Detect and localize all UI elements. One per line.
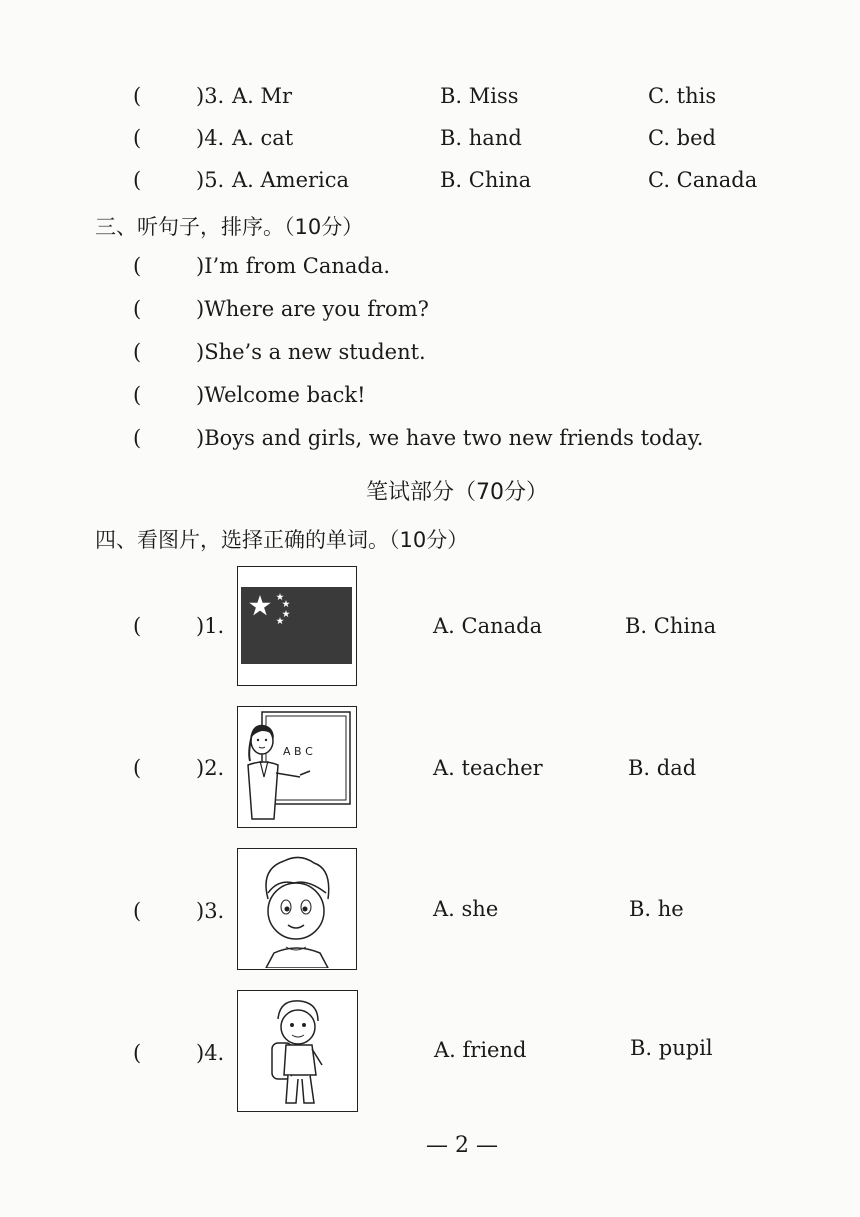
option-c: C. bed xyxy=(648,126,716,150)
china-flag-icon xyxy=(238,567,355,684)
option-c: C. Canada xyxy=(648,168,758,192)
option-a: A. America xyxy=(232,168,350,192)
item-number: )2. xyxy=(196,756,225,780)
option-b: B. Miss xyxy=(440,84,519,108)
sentence: )Welcome back! xyxy=(196,383,366,407)
sentence: )Boys and girls, we have two new friends today. xyxy=(196,426,704,450)
option-a: A. cat xyxy=(232,126,294,150)
pupil-with-backpack-icon xyxy=(238,991,356,1110)
section-3-title: 三、听句子，排序。（10分） xyxy=(95,215,364,239)
china-flag-picture xyxy=(237,566,357,686)
option-b: B. hand xyxy=(440,126,522,150)
answer-paren[interactable]: ( xyxy=(133,168,142,192)
teacher-at-board-icon xyxy=(238,707,355,826)
option-a: A. Mr xyxy=(232,84,293,108)
section-4-title: 四、看图片，选择正确的单词。（10分） xyxy=(95,528,469,552)
answer-paren[interactable]: ( xyxy=(133,84,142,108)
option-a: A. Canada xyxy=(433,614,543,638)
option-a: A. friend xyxy=(434,1038,527,1062)
option-a: A. she xyxy=(433,897,499,921)
item-number: )4. xyxy=(196,126,225,150)
option-b: B. dad xyxy=(628,756,697,780)
item-number: )3. xyxy=(196,84,225,108)
item-number: )5. xyxy=(196,168,225,192)
answer-paren[interactable]: ( xyxy=(133,614,142,638)
option-a: A. teacher xyxy=(433,756,543,780)
option-b: B. China xyxy=(625,614,717,638)
answer-paren[interactable]: ( xyxy=(133,340,142,364)
answer-paren[interactable]: ( xyxy=(133,383,142,407)
answer-paren[interactable]: ( xyxy=(133,126,142,150)
board-text: A B C xyxy=(283,745,313,758)
boy-picture xyxy=(237,848,357,970)
sentence: )Where are you from? xyxy=(196,297,429,321)
item-number: )4. xyxy=(196,1041,225,1065)
pupil-picture xyxy=(237,990,358,1112)
answer-paren[interactable]: ( xyxy=(133,254,142,278)
answer-paren[interactable]: ( xyxy=(133,426,142,450)
sentence: )I’m from Canada. xyxy=(196,254,391,278)
answer-paren[interactable]: ( xyxy=(133,297,142,321)
teacher-picture xyxy=(237,706,357,828)
item-number: )3. xyxy=(196,899,225,923)
option-b: B. China xyxy=(440,168,532,192)
page-number: — 2 — xyxy=(426,1133,498,1158)
item-number: )1. xyxy=(196,614,225,638)
boy-portrait-icon xyxy=(238,849,355,968)
answer-paren[interactable]: ( xyxy=(133,1041,142,1065)
answer-paren[interactable]: ( xyxy=(133,899,142,923)
option-b: B. pupil xyxy=(630,1036,713,1060)
answer-paren[interactable]: ( xyxy=(133,756,142,780)
sentence: )She’s a new student. xyxy=(196,340,426,364)
written-part-title: 笔试部分（70分） xyxy=(366,480,548,505)
option-c: C. this xyxy=(648,84,717,108)
option-b: B. he xyxy=(629,897,684,921)
